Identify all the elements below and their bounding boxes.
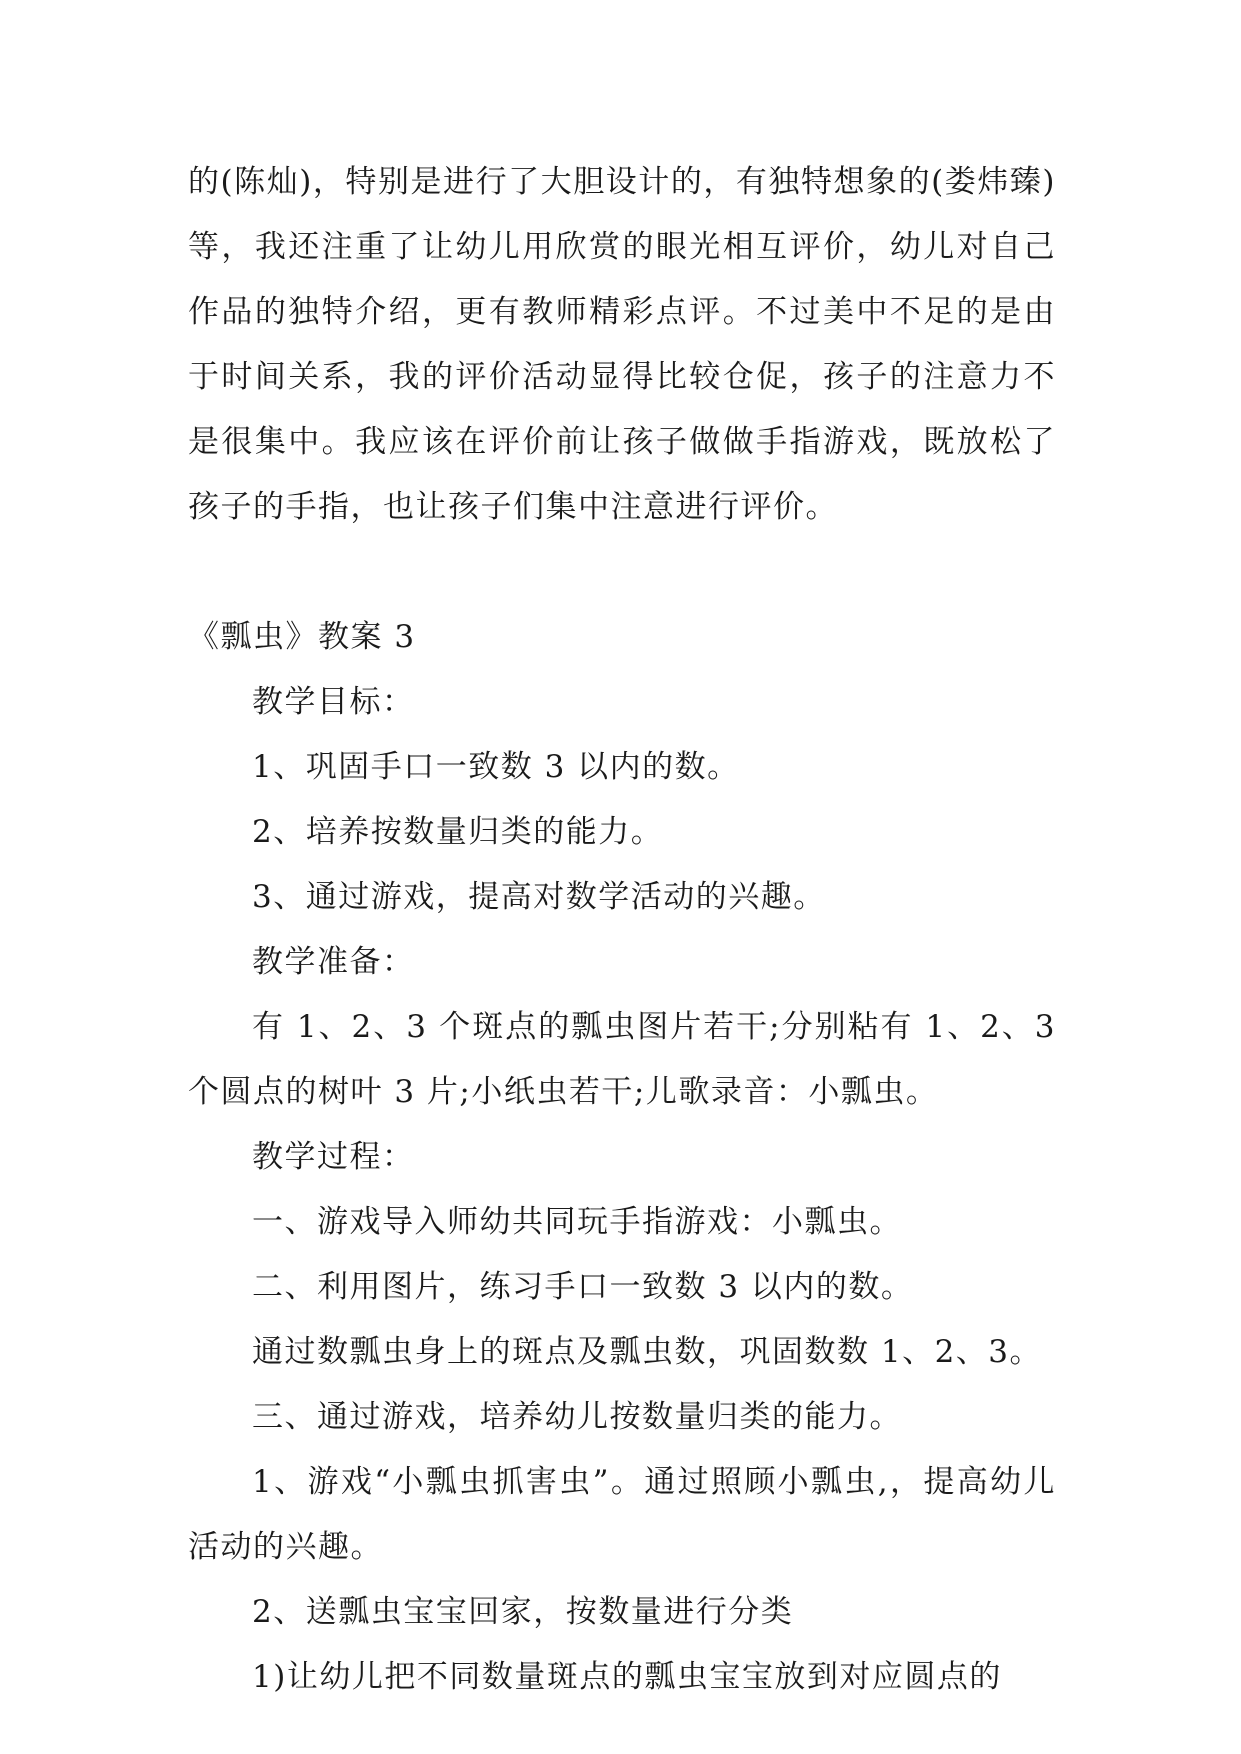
prep-text: 有 1、2、3 个斑点的瓢虫图片若干;分别粘有 1、2、3 个圆点的树叶 3 片;小纸虫若干;儿歌录音：小瓢虫。 bbox=[188, 1009, 1056, 1110]
prep-heading: 教学准备： bbox=[252, 944, 415, 980]
step-one: 1)让幼儿把不同数量斑点的瓢虫宝宝放到对应圆点的 bbox=[252, 1659, 1002, 1695]
document-page bbox=[188, 150, 1056, 1710]
process-item: 三、通过游戏，培养幼儿按数量归类的能力。 bbox=[252, 1399, 902, 1435]
game-two: 2、送瓢虫宝宝回家，按数量进行分类 bbox=[252, 1594, 794, 1630]
process-item: 二、利用图片，练习手口一致数 3 以内的数。 bbox=[252, 1269, 914, 1305]
process-item: 通过数瓢虫身上的斑点及瓢虫数，巩固数数 1、2、3。 bbox=[252, 1334, 1043, 1370]
process-heading: 教学过程： bbox=[252, 1139, 415, 1175]
section-gap bbox=[188, 540, 1056, 605]
goals-heading: 教学目标： bbox=[252, 684, 415, 720]
top-paragraph: 的(陈灿)，特别是进行了大胆设计的，有独特想象的(娄炜臻)等，我还注重了让幼儿用欣赏的眼光相互评价，幼儿对自己作品的独特介绍，更有教师精彩点评。不过美中不足的是由于时间关系，我的评价活动显得比较仓促，孩子的注意力不是很集中。我应该在评价前让孩子做做手指游戏，既放松了孩子的手指，也让孩子们集中注意进行评价。 bbox=[188, 164, 1056, 525]
goal-item: 2、培养按数量归类的能力。 bbox=[252, 814, 664, 850]
goal-item: 1、巩固手口一致数 3 以内的数。 bbox=[252, 749, 740, 785]
game-one: 1、游戏“小瓢虫抓害虫”。通过照顾小瓢虫,，提高幼儿活动的兴趣。 bbox=[188, 1464, 1056, 1565]
section-title: 《瓢虫》教案 3 bbox=[188, 619, 416, 655]
goal-item: 3、通过游戏，提高对数学活动的兴趣。 bbox=[252, 879, 826, 915]
process-item: 一、游戏导入师幼共同玩手指游戏：小瓢虫。 bbox=[252, 1204, 902, 1240]
